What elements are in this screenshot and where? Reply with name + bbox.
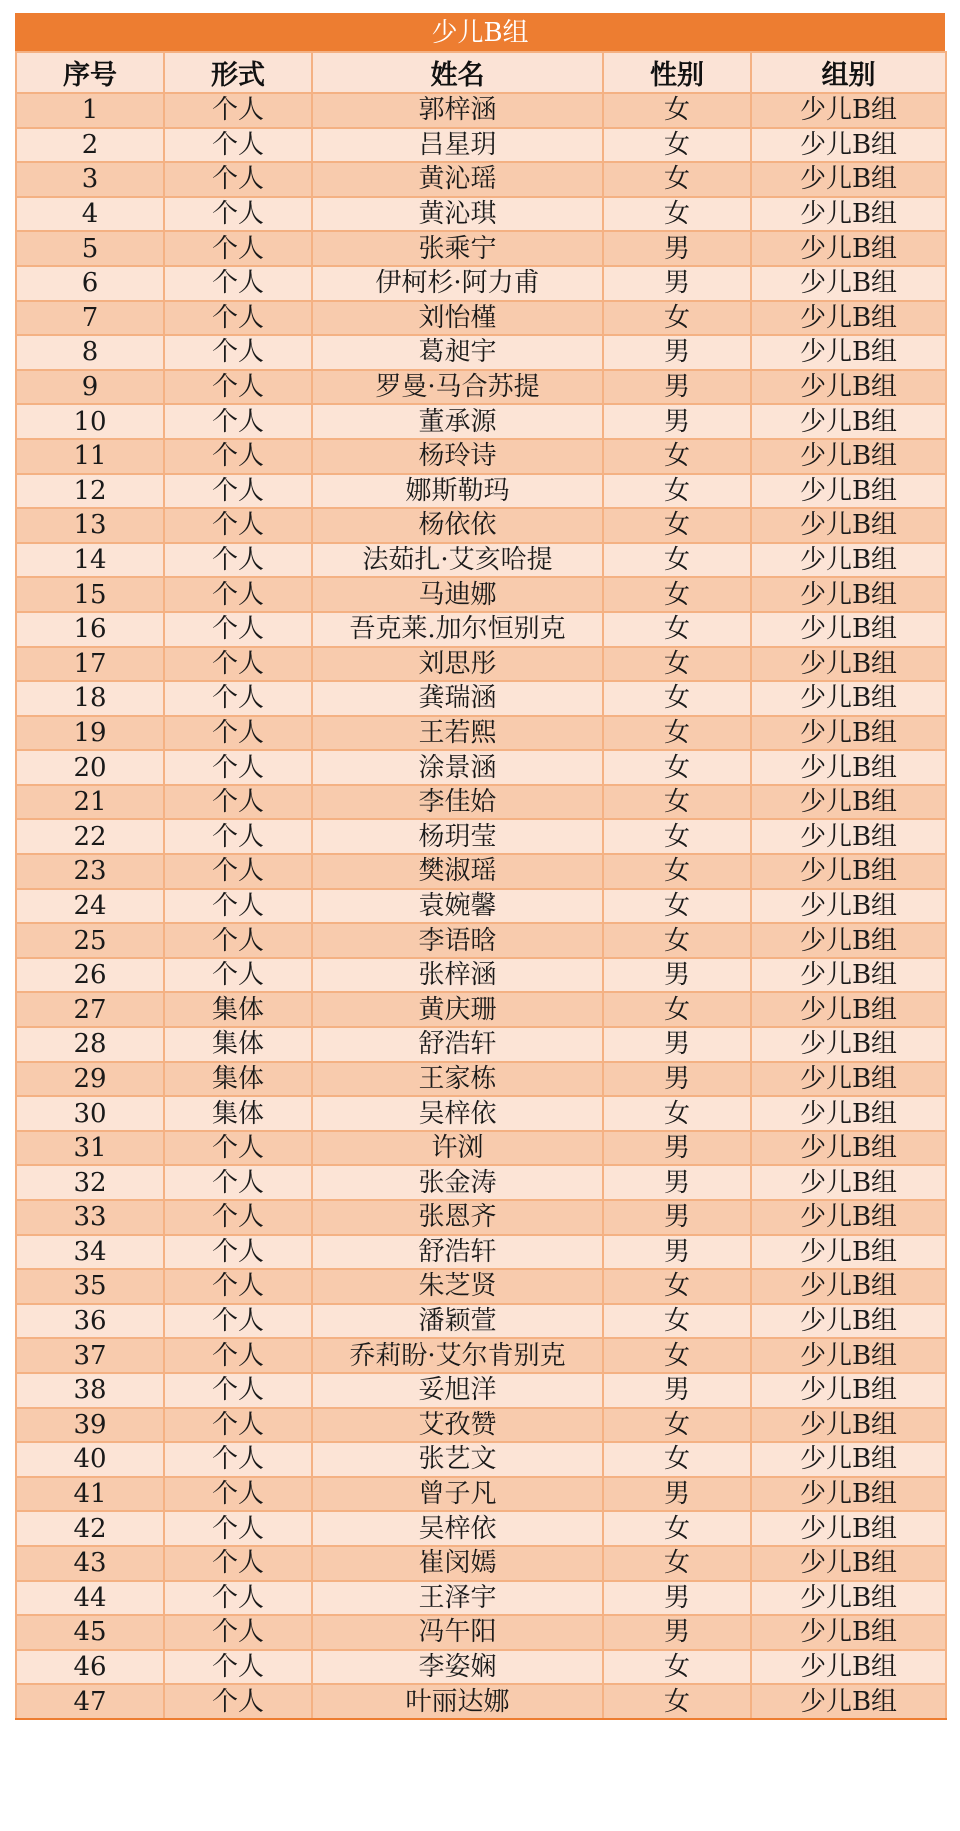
cell-name[interactable]: 杨依依 [312, 508, 603, 543]
cell-gender[interactable]: 女 [603, 1650, 751, 1685]
cell-type[interactable]: 个人 [164, 1581, 312, 1616]
cell-group[interactable]: 少儿B组 [751, 404, 946, 439]
cell-group[interactable]: 少儿B组 [751, 612, 946, 647]
cell-gender[interactable]: 男 [603, 1027, 751, 1062]
cell-group[interactable]: 少儿B组 [751, 1511, 946, 1546]
cell-type[interactable]: 个人 [164, 750, 312, 785]
cell-gender[interactable]: 女 [603, 785, 751, 820]
cell-gender[interactable]: 男 [603, 335, 751, 370]
cell-gender[interactable]: 男 [603, 1062, 751, 1097]
cell-number[interactable]: 17 [16, 647, 164, 682]
cell-gender[interactable]: 女 [603, 543, 751, 578]
cell-group[interactable]: 少儿B组 [751, 370, 946, 405]
cell-gender[interactable]: 女 [603, 1546, 751, 1581]
cell-name[interactable]: 妥旭洋 [312, 1373, 603, 1408]
cell-gender[interactable]: 女 [603, 93, 751, 128]
cell-name[interactable]: 娜斯勒玛 [312, 474, 603, 509]
cell-number[interactable]: 3 [16, 162, 164, 197]
cell-name[interactable]: 吾克莱.加尔恒别克 [312, 612, 603, 647]
table-row [16, 1165, 946, 1200]
cell-type[interactable]: 个人 [164, 1615, 312, 1650]
table-row [16, 93, 946, 128]
cell-name[interactable]: 舒浩轩 [312, 1235, 603, 1270]
cell-number[interactable]: 34 [16, 1235, 164, 1270]
table-row [16, 508, 946, 543]
cell-group[interactable]: 少儿B组 [751, 1615, 946, 1650]
cell-gender[interactable]: 女 [603, 439, 751, 474]
table-row [16, 1546, 946, 1581]
cell-group[interactable]: 少儿B组 [751, 1200, 946, 1235]
cell-number[interactable]: 41 [16, 1477, 164, 1512]
table-row [16, 370, 946, 405]
table-row [16, 889, 946, 924]
cell-type[interactable]: 个人 [164, 889, 312, 924]
cell-gender[interactable]: 女 [603, 1511, 751, 1546]
cell-number[interactable]: 11 [16, 439, 164, 474]
cell-number[interactable]: 40 [16, 1442, 164, 1477]
cell-type[interactable]: 个人 [164, 1650, 312, 1685]
cell-group[interactable]: 少儿B组 [751, 197, 946, 232]
cell-group[interactable]: 少儿B组 [751, 785, 946, 820]
cell-name[interactable]: 刘怡槿 [312, 301, 603, 336]
cell-gender[interactable]: 女 [603, 1408, 751, 1443]
cell-gender[interactable]: 女 [603, 1442, 751, 1477]
cell-type[interactable]: 个人 [164, 647, 312, 682]
cell-group[interactable]: 少儿B组 [751, 1442, 946, 1477]
cell-number[interactable]: 37 [16, 1338, 164, 1373]
cell-number[interactable]: 33 [16, 1200, 164, 1235]
cell-gender[interactable]: 男 [603, 1615, 751, 1650]
cell-gender[interactable]: 男 [603, 1581, 751, 1616]
cell-group[interactable]: 少儿B组 [751, 1408, 946, 1443]
cell-number[interactable]: 21 [16, 785, 164, 820]
cell-group[interactable]: 少儿B组 [751, 1235, 946, 1270]
cell-number[interactable]: 43 [16, 1546, 164, 1581]
cell-name[interactable]: 黄沁瑶 [312, 162, 603, 197]
cell-type[interactable]: 个人 [164, 1338, 312, 1373]
cell-name[interactable]: 张梓涵 [312, 958, 603, 993]
cell-name[interactable]: 乔莉盼·艾尔肯别克 [312, 1338, 603, 1373]
table-row [16, 612, 946, 647]
cell-gender[interactable]: 男 [603, 1165, 751, 1200]
cell-group[interactable]: 少儿B组 [751, 923, 946, 958]
cell-group[interactable]: 少儿B组 [751, 93, 946, 128]
cell-group[interactable]: 少儿B组 [751, 1546, 946, 1581]
table-row [16, 1615, 946, 1650]
cell-type[interactable]: 个人 [164, 1408, 312, 1443]
cell-gender[interactable]: 男 [603, 1477, 751, 1512]
cell-name[interactable]: 罗曼·马合苏提 [312, 370, 603, 405]
table-row [16, 474, 946, 509]
table-row [16, 439, 946, 474]
cell-gender[interactable]: 女 [603, 923, 751, 958]
cell-group[interactable]: 少儿B组 [751, 1684, 946, 1719]
cell-gender[interactable]: 女 [603, 1269, 751, 1304]
cell-gender[interactable]: 男 [603, 1200, 751, 1235]
table-row [16, 992, 946, 1027]
cell-name[interactable]: 李语晗 [312, 923, 603, 958]
table-row [16, 1511, 946, 1546]
column-header-gender[interactable]: 性别 [603, 52, 751, 93]
cell-number[interactable]: 12 [16, 474, 164, 509]
header-row [16, 52, 946, 93]
cell-type[interactable]: 个人 [164, 1304, 312, 1339]
table-row [16, 1338, 946, 1373]
cell-gender[interactable]: 男 [603, 1373, 751, 1408]
cell-type[interactable]: 个人 [164, 474, 312, 509]
cell-group[interactable]: 少儿B组 [751, 577, 946, 612]
cell-name[interactable]: 舒浩轩 [312, 1027, 603, 1062]
column-header-name[interactable]: 姓名 [312, 52, 603, 93]
cell-type[interactable]: 个人 [164, 1511, 312, 1546]
table-row [16, 1581, 946, 1616]
cell-type[interactable]: 个人 [164, 716, 312, 751]
cell-type[interactable]: 个人 [164, 1165, 312, 1200]
table-row [16, 819, 946, 854]
cell-name[interactable]: 崔闵嫣 [312, 1546, 603, 1581]
cell-number[interactable]: 26 [16, 958, 164, 993]
cell-name[interactable]: 叶丽达娜 [312, 1684, 603, 1719]
cell-group[interactable]: 少儿B组 [751, 1269, 946, 1304]
cell-type[interactable]: 个人 [164, 1269, 312, 1304]
cell-name[interactable]: 董承源 [312, 404, 603, 439]
cell-name[interactable]: 樊淑瑶 [312, 854, 603, 889]
cell-type[interactable]: 个人 [164, 93, 312, 128]
cell-type[interactable]: 个人 [164, 231, 312, 266]
cell-gender[interactable]: 男 [603, 231, 751, 266]
table-row [16, 231, 946, 266]
cell-type[interactable]: 集体 [164, 1062, 312, 1097]
cell-number[interactable]: 46 [16, 1650, 164, 1685]
table-row [16, 1373, 946, 1408]
cell-group[interactable]: 少儿B组 [751, 1477, 946, 1512]
cell-group[interactable]: 少儿B组 [751, 162, 946, 197]
cell-group[interactable]: 少儿B组 [751, 266, 946, 301]
cell-name[interactable]: 冯午阳 [312, 1615, 603, 1650]
cell-number[interactable]: 14 [16, 543, 164, 578]
cell-type[interactable]: 个人 [164, 1200, 312, 1235]
cell-group[interactable]: 少儿B组 [751, 819, 946, 854]
cell-gender[interactable]: 女 [603, 301, 751, 336]
cell-number[interactable]: 13 [16, 508, 164, 543]
cell-number[interactable]: 2 [16, 128, 164, 163]
table-row [16, 1062, 946, 1097]
cell-group[interactable]: 少儿B组 [751, 1581, 946, 1616]
cell-name[interactable]: 王家栋 [312, 1062, 603, 1097]
cell-type[interactable]: 个人 [164, 1546, 312, 1581]
table-row [16, 923, 946, 958]
table-row [16, 335, 946, 370]
table-title[interactable]: 少儿B组 [15, 13, 945, 51]
cell-number[interactable]: 42 [16, 1511, 164, 1546]
table-row [16, 266, 946, 301]
table-row [16, 128, 946, 163]
cell-number[interactable]: 25 [16, 923, 164, 958]
cell-name[interactable]: 马迪娜 [312, 577, 603, 612]
cell-number[interactable]: 7 [16, 301, 164, 336]
table-row [16, 958, 946, 993]
cell-type[interactable]: 集体 [164, 992, 312, 1027]
cell-name[interactable]: 许浏 [312, 1131, 603, 1166]
cell-name[interactable]: 王若熙 [312, 716, 603, 751]
cell-gender[interactable]: 女 [603, 716, 751, 751]
cell-group[interactable]: 少儿B组 [751, 1027, 946, 1062]
cell-gender[interactable]: 女 [603, 889, 751, 924]
table-row [16, 1269, 946, 1304]
table-row [16, 1131, 946, 1166]
cell-name[interactable]: 王泽宇 [312, 1581, 603, 1616]
cell-number[interactable]: 10 [16, 404, 164, 439]
cell-number[interactable]: 8 [16, 335, 164, 370]
table-row [16, 1477, 946, 1512]
cell-type[interactable]: 个人 [164, 681, 312, 716]
cell-name[interactable]: 张乘宁 [312, 231, 603, 266]
cell-number[interactable]: 39 [16, 1408, 164, 1443]
cell-gender[interactable]: 女 [603, 1684, 751, 1719]
cell-group[interactable]: 少儿B组 [751, 474, 946, 509]
cell-group[interactable]: 少儿B组 [751, 1062, 946, 1097]
cell-group[interactable]: 少儿B组 [751, 1373, 946, 1408]
cell-number[interactable]: 4 [16, 197, 164, 232]
cell-type[interactable]: 个人 [164, 1235, 312, 1270]
cell-type[interactable]: 个人 [164, 162, 312, 197]
cell-number[interactable]: 19 [16, 716, 164, 751]
cell-type[interactable]: 个人 [164, 577, 312, 612]
cell-number[interactable]: 36 [16, 1304, 164, 1339]
cell-group[interactable]: 少儿B组 [751, 508, 946, 543]
cell-number[interactable]: 35 [16, 1269, 164, 1304]
cell-group[interactable]: 少儿B组 [751, 1650, 946, 1685]
cell-type[interactable]: 个人 [164, 958, 312, 993]
cell-type[interactable]: 个人 [164, 854, 312, 889]
table-row [16, 1096, 946, 1131]
cell-name[interactable]: 李佳姶 [312, 785, 603, 820]
cell-number[interactable]: 1 [16, 93, 164, 128]
cell-name[interactable]: 李姿娴 [312, 1650, 603, 1685]
cell-type[interactable]: 集体 [164, 1096, 312, 1131]
table-row [16, 785, 946, 820]
cell-type[interactable]: 个人 [164, 923, 312, 958]
cell-type[interactable]: 个人 [164, 819, 312, 854]
cell-gender[interactable]: 女 [603, 162, 751, 197]
cell-type[interactable]: 个人 [164, 612, 312, 647]
cell-number[interactable]: 23 [16, 854, 164, 889]
cell-name[interactable]: 伊柯杉·阿力甫 [312, 266, 603, 301]
cell-gender[interactable]: 女 [603, 647, 751, 682]
cell-group[interactable]: 少儿B组 [751, 647, 946, 682]
cell-gender[interactable]: 女 [603, 750, 751, 785]
cell-type[interactable]: 集体 [164, 1027, 312, 1062]
cell-group[interactable]: 少儿B组 [751, 992, 946, 1027]
cell-group[interactable]: 少儿B组 [751, 854, 946, 889]
cell-number[interactable]: 16 [16, 612, 164, 647]
cell-name[interactable]: 郭梓涵 [312, 93, 603, 128]
spreadsheet-sheet [15, 13, 945, 1720]
cell-type[interactable]: 个人 [164, 404, 312, 439]
cell-name[interactable]: 法茹扎·艾亥哈提 [312, 543, 603, 578]
cell-number[interactable]: 30 [16, 1096, 164, 1131]
cell-type[interactable]: 个人 [164, 266, 312, 301]
table-row [16, 197, 946, 232]
column-header-number[interactable]: 序号 [16, 52, 164, 93]
cell-type[interactable]: 个人 [164, 439, 312, 474]
cell-name[interactable]: 黄庆珊 [312, 992, 603, 1027]
table-row [16, 543, 946, 578]
cell-group[interactable]: 少儿B组 [751, 1131, 946, 1166]
cell-gender[interactable]: 女 [603, 474, 751, 509]
table-row [16, 681, 946, 716]
cell-group[interactable]: 少儿B组 [751, 1165, 946, 1200]
cell-gender[interactable]: 女 [603, 197, 751, 232]
cell-gender[interactable]: 男 [603, 370, 751, 405]
cell-group[interactable]: 少儿B组 [751, 128, 946, 163]
table-row [16, 301, 946, 336]
cell-name[interactable]: 潘颖萱 [312, 1304, 603, 1339]
table-row [16, 577, 946, 612]
cell-group[interactable]: 少儿B组 [751, 1304, 946, 1339]
cell-group[interactable]: 少儿B组 [751, 439, 946, 474]
cell-name[interactable]: 张金涛 [312, 1165, 603, 1200]
cell-type[interactable]: 个人 [164, 508, 312, 543]
table-row [16, 1650, 946, 1685]
cell-group[interactable]: 少儿B组 [751, 716, 946, 751]
table-row [16, 1200, 946, 1235]
cell-number[interactable]: 32 [16, 1165, 164, 1200]
cell-name[interactable]: 涂景涵 [312, 750, 603, 785]
cell-number[interactable]: 38 [16, 1373, 164, 1408]
cell-gender[interactable]: 女 [603, 854, 751, 889]
cell-gender[interactable]: 男 [603, 266, 751, 301]
cell-gender[interactable]: 女 [603, 992, 751, 1027]
cell-name[interactable]: 张艺文 [312, 1442, 603, 1477]
cell-number[interactable]: 24 [16, 889, 164, 924]
table-row [16, 1684, 946, 1719]
cell-name[interactable]: 朱芝贤 [312, 1269, 603, 1304]
cell-type[interactable]: 个人 [164, 370, 312, 405]
cell-number[interactable]: 44 [16, 1581, 164, 1616]
cell-group[interactable]: 少儿B组 [751, 681, 946, 716]
cell-number[interactable]: 45 [16, 1615, 164, 1650]
cell-type[interactable]: 个人 [164, 1477, 312, 1512]
cell-gender[interactable]: 女 [603, 508, 751, 543]
cell-type[interactable]: 个人 [164, 785, 312, 820]
cell-type[interactable]: 个人 [164, 543, 312, 578]
table-row [16, 162, 946, 197]
cell-type[interactable]: 个人 [164, 335, 312, 370]
cell-type[interactable]: 个人 [164, 197, 312, 232]
cell-name[interactable]: 刘思彤 [312, 647, 603, 682]
cell-group[interactable]: 少儿B组 [751, 231, 946, 266]
table-row [16, 1235, 946, 1270]
roster-table [15, 51, 947, 1720]
cell-number[interactable]: 6 [16, 266, 164, 301]
cell-number[interactable]: 20 [16, 750, 164, 785]
cell-gender[interactable]: 女 [603, 577, 751, 612]
cell-number[interactable]: 9 [16, 370, 164, 405]
cell-name[interactable]: 吴梓依 [312, 1511, 603, 1546]
cell-type[interactable]: 个人 [164, 128, 312, 163]
cell-gender[interactable]: 男 [603, 1131, 751, 1166]
cell-gender[interactable]: 男 [603, 958, 751, 993]
cell-group[interactable]: 少儿B组 [751, 1338, 946, 1373]
cell-name[interactable]: 葛昶宇 [312, 335, 603, 370]
cell-type[interactable]: 个人 [164, 1373, 312, 1408]
cell-name[interactable]: 袁婉馨 [312, 889, 603, 924]
cell-number[interactable]: 47 [16, 1684, 164, 1719]
cell-group[interactable]: 少儿B组 [751, 958, 946, 993]
cell-type[interactable]: 个人 [164, 301, 312, 336]
cell-name[interactable]: 杨玥莹 [312, 819, 603, 854]
cell-gender[interactable]: 女 [603, 612, 751, 647]
cell-gender[interactable]: 女 [603, 1304, 751, 1339]
cell-name[interactable]: 曾子凡 [312, 1477, 603, 1512]
column-header-type[interactable]: 形式 [164, 52, 312, 93]
cell-type[interactable]: 个人 [164, 1442, 312, 1477]
cell-group[interactable]: 少儿B组 [751, 301, 946, 336]
cell-name[interactable]: 龚瑞涵 [312, 681, 603, 716]
cell-name[interactable]: 杨玲诗 [312, 439, 603, 474]
cell-name[interactable]: 黄沁琪 [312, 197, 603, 232]
table-row [16, 1304, 946, 1339]
cell-type[interactable]: 个人 [164, 1131, 312, 1166]
cell-type[interactable]: 个人 [164, 1684, 312, 1719]
table-body [16, 93, 946, 1719]
table-row [16, 1442, 946, 1477]
cell-group[interactable]: 少儿B组 [751, 889, 946, 924]
cell-gender[interactable]: 女 [603, 1096, 751, 1131]
column-header-group[interactable]: 组别 [751, 52, 946, 93]
cell-group[interactable]: 少儿B组 [751, 1096, 946, 1131]
cell-number[interactable]: 15 [16, 577, 164, 612]
cell-gender[interactable]: 女 [603, 128, 751, 163]
cell-number[interactable]: 18 [16, 681, 164, 716]
table-row [16, 404, 946, 439]
cell-name[interactable]: 张恩齐 [312, 1200, 603, 1235]
cell-gender[interactable]: 女 [603, 819, 751, 854]
cell-name[interactable]: 艾孜赞 [312, 1408, 603, 1443]
cell-number[interactable]: 31 [16, 1131, 164, 1166]
cell-number[interactable]: 29 [16, 1062, 164, 1097]
cell-name[interactable]: 吕星玥 [312, 128, 603, 163]
cell-number[interactable]: 28 [16, 1027, 164, 1062]
cell-number[interactable]: 5 [16, 231, 164, 266]
table-row [16, 716, 946, 751]
cell-gender[interactable]: 女 [603, 1338, 751, 1373]
cell-group[interactable]: 少儿B组 [751, 335, 946, 370]
table-row [16, 854, 946, 889]
cell-name[interactable]: 吴梓依 [312, 1096, 603, 1131]
cell-group[interactable]: 少儿B组 [751, 750, 946, 785]
cell-group[interactable]: 少儿B组 [751, 543, 946, 578]
cell-number[interactable]: 22 [16, 819, 164, 854]
cell-gender[interactable]: 男 [603, 1235, 751, 1270]
cell-number[interactable]: 27 [16, 992, 164, 1027]
table-row [16, 1027, 946, 1062]
table-row [16, 1408, 946, 1443]
table-row [16, 647, 946, 682]
cell-gender[interactable]: 男 [603, 404, 751, 439]
table-row [16, 750, 946, 785]
cell-gender[interactable]: 女 [603, 681, 751, 716]
